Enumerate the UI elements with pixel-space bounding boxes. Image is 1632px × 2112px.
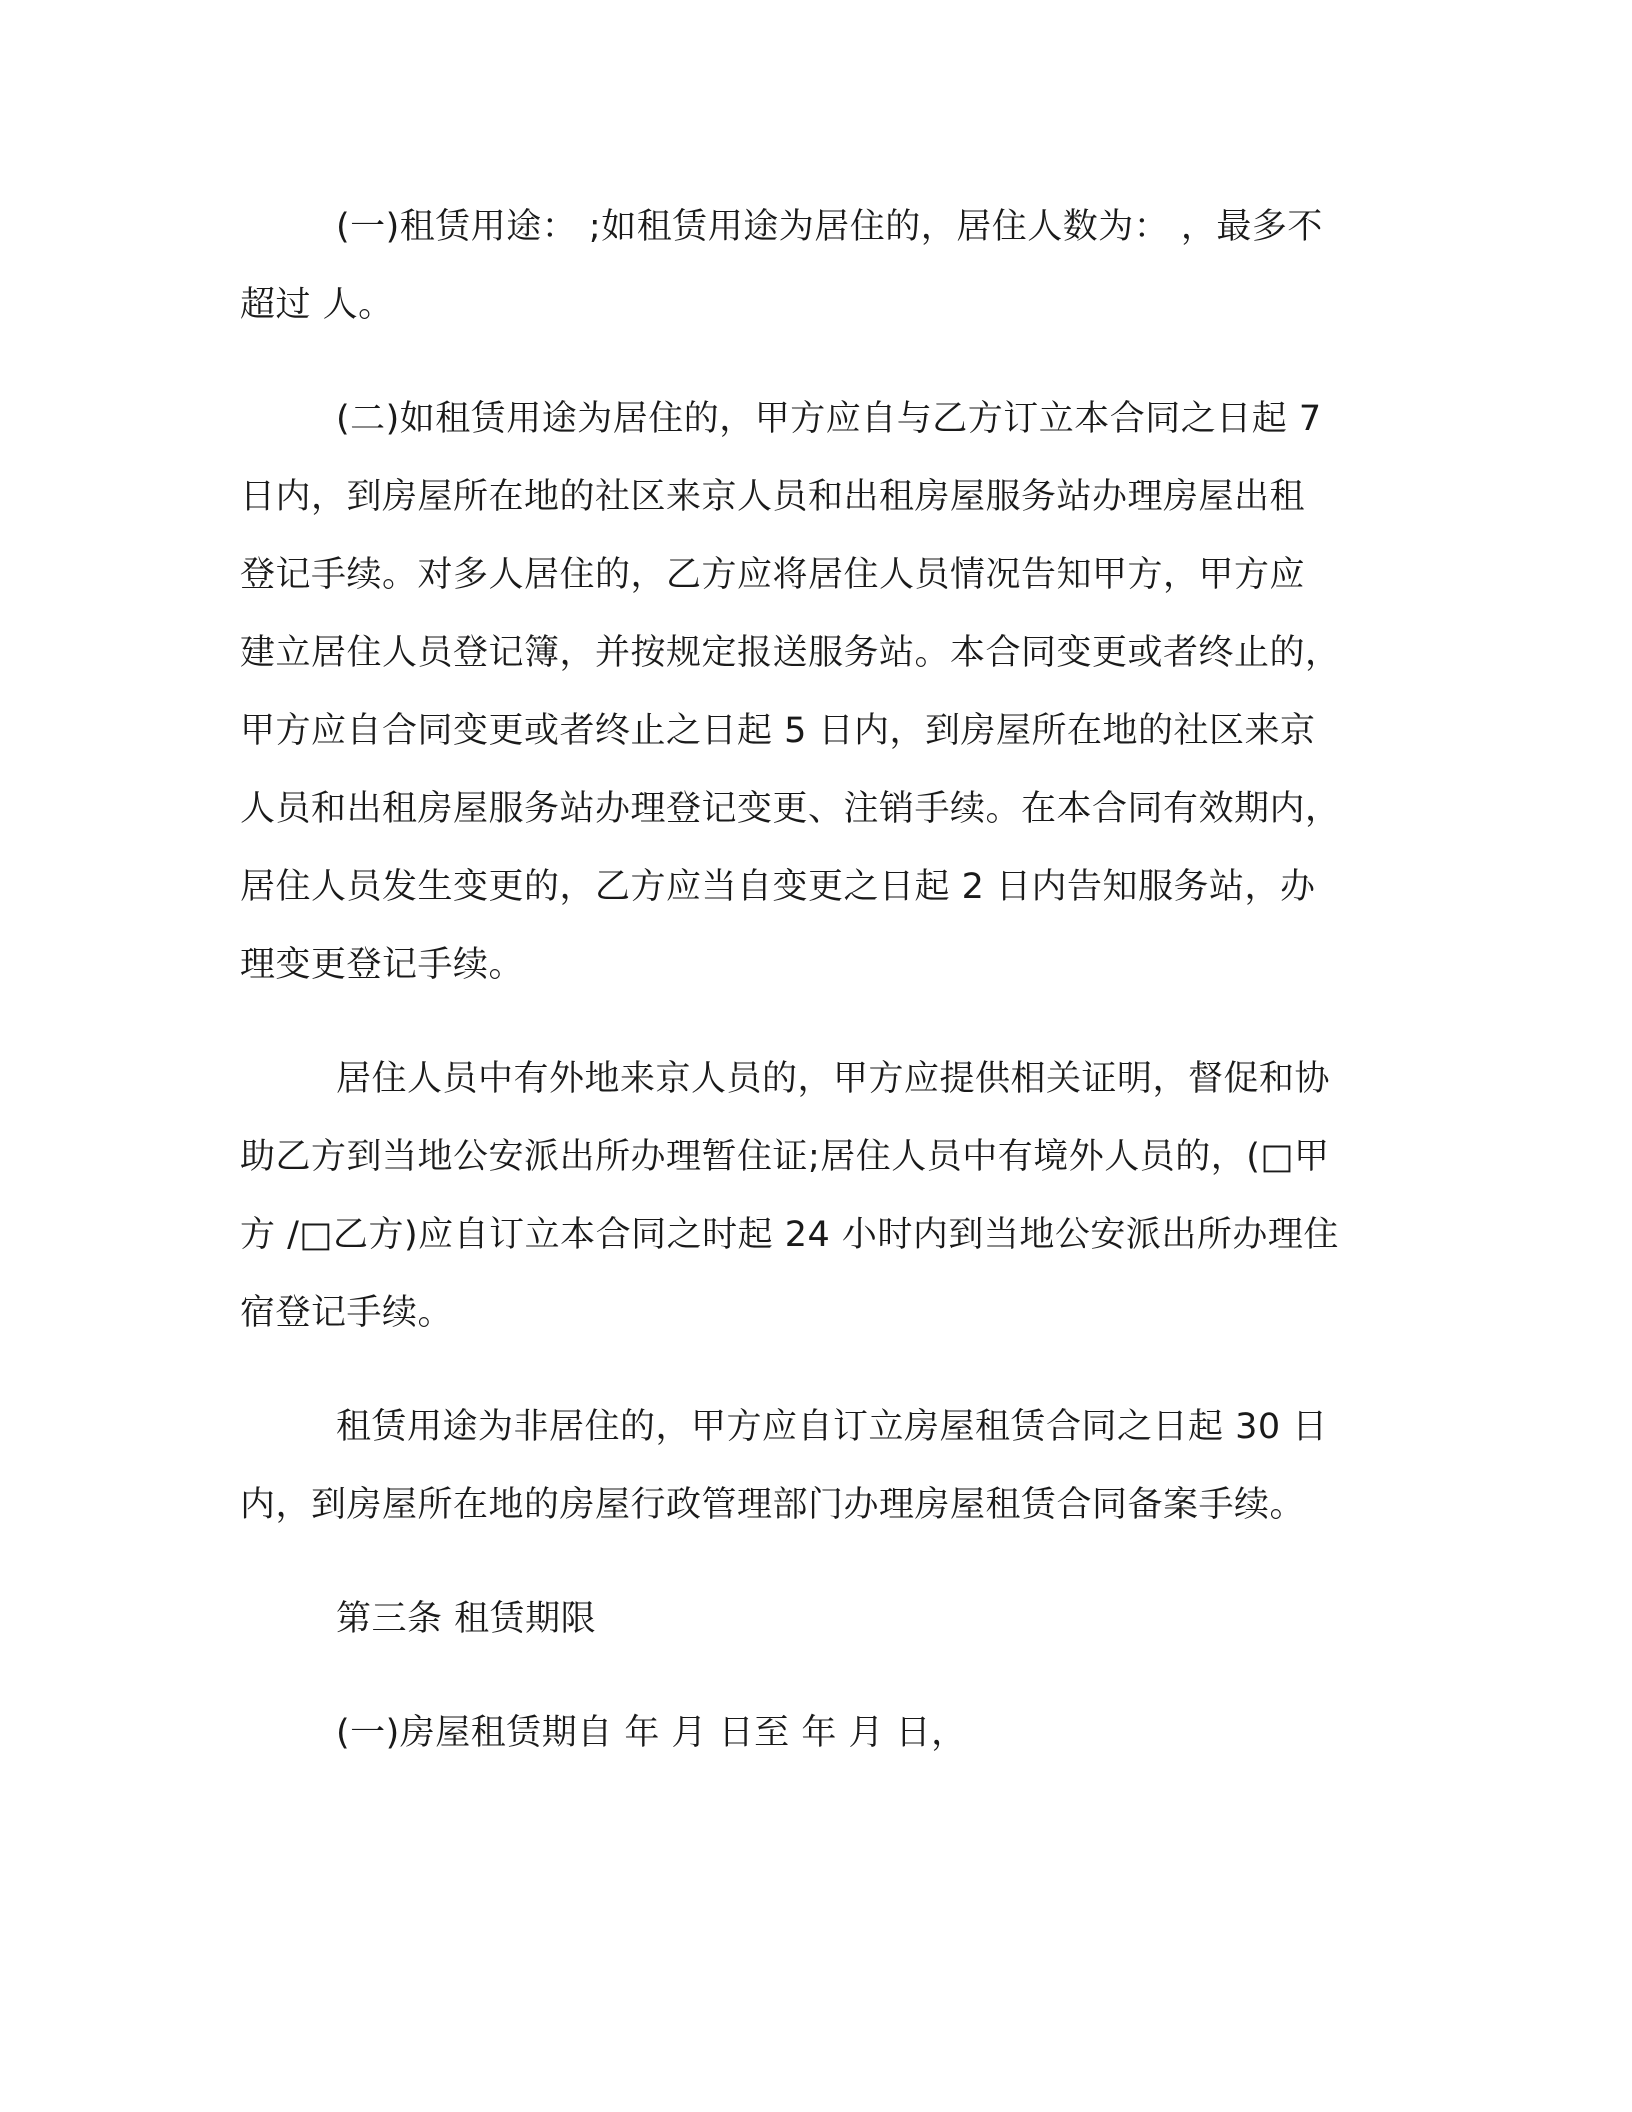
paragraph-non-residential xyxy=(240,1388,1380,1544)
text-line: 宿登记手续。 xyxy=(240,1293,454,1333)
paragraph-lease-purpose xyxy=(240,188,1380,344)
text-line: 日内，到房屋所在地的社区来京人员和出租房屋服务站办理房屋出租 xyxy=(240,477,1306,517)
text-line: 人员和出租房屋服务站办理登记变更、注销手续。在本合同有效期内， xyxy=(240,789,1341,829)
paragraph-registration xyxy=(240,380,1380,1004)
document-page xyxy=(240,188,1380,1772)
text-line: 甲方应自合同变更或者终止之日起 5 日内，到房屋所在地的社区来京 xyxy=(240,711,1316,751)
text-line: 方 /□乙方)应自订立本合同之时起 24 小时内到当地公安派出所办理住 xyxy=(240,1215,1339,1255)
text-line: 居住人员中有外地来京人员的，甲方应提供相关证明，督促和协 xyxy=(336,1059,1331,1099)
text-line: 租赁用途为非居住的，甲方应自订立房屋租赁合同之日起 30 日 xyxy=(336,1407,1328,1447)
text-line: (二)如租赁用途为居住的，甲方应自与乙方订立本合同之日起 7 xyxy=(336,399,1322,439)
text-line: (一)房屋租赁期自 年 月 日至 年 月 日， xyxy=(336,1713,967,1753)
text-line: 居住人员发生变更的，乙方应当自变更之日起 2 日内告知服务站，办 xyxy=(240,867,1316,907)
text-line: 理变更登记手续。 xyxy=(240,945,525,985)
section-heading-article-3 xyxy=(240,1580,1380,1658)
section-heading: 第三条 租赁期限 xyxy=(336,1599,597,1639)
text-line: 助乙方到当地公安派出所办理暂住证;居住人员中有境外人员的，(□甲 xyxy=(240,1137,1330,1177)
text-line: 内，到房屋所在地的房屋行政管理部门办理房屋租赁合同备案手续。 xyxy=(240,1485,1306,1525)
paragraph-nonlocal-residents xyxy=(240,1040,1380,1352)
text-line: (一)租赁用途： ;如租赁用途为居住的，居住人数为： ，最多不 xyxy=(336,207,1323,247)
text-line: 超过 人。 xyxy=(240,285,394,325)
text-line: 建立居住人员登记簿，并按规定报送服务站。本合同变更或者终止的， xyxy=(240,633,1341,673)
text-line: 登记手续。对多人居住的，乙方应将居住人员情况告知甲方，甲方应 xyxy=(240,555,1306,595)
paragraph-lease-term xyxy=(240,1694,1380,1772)
